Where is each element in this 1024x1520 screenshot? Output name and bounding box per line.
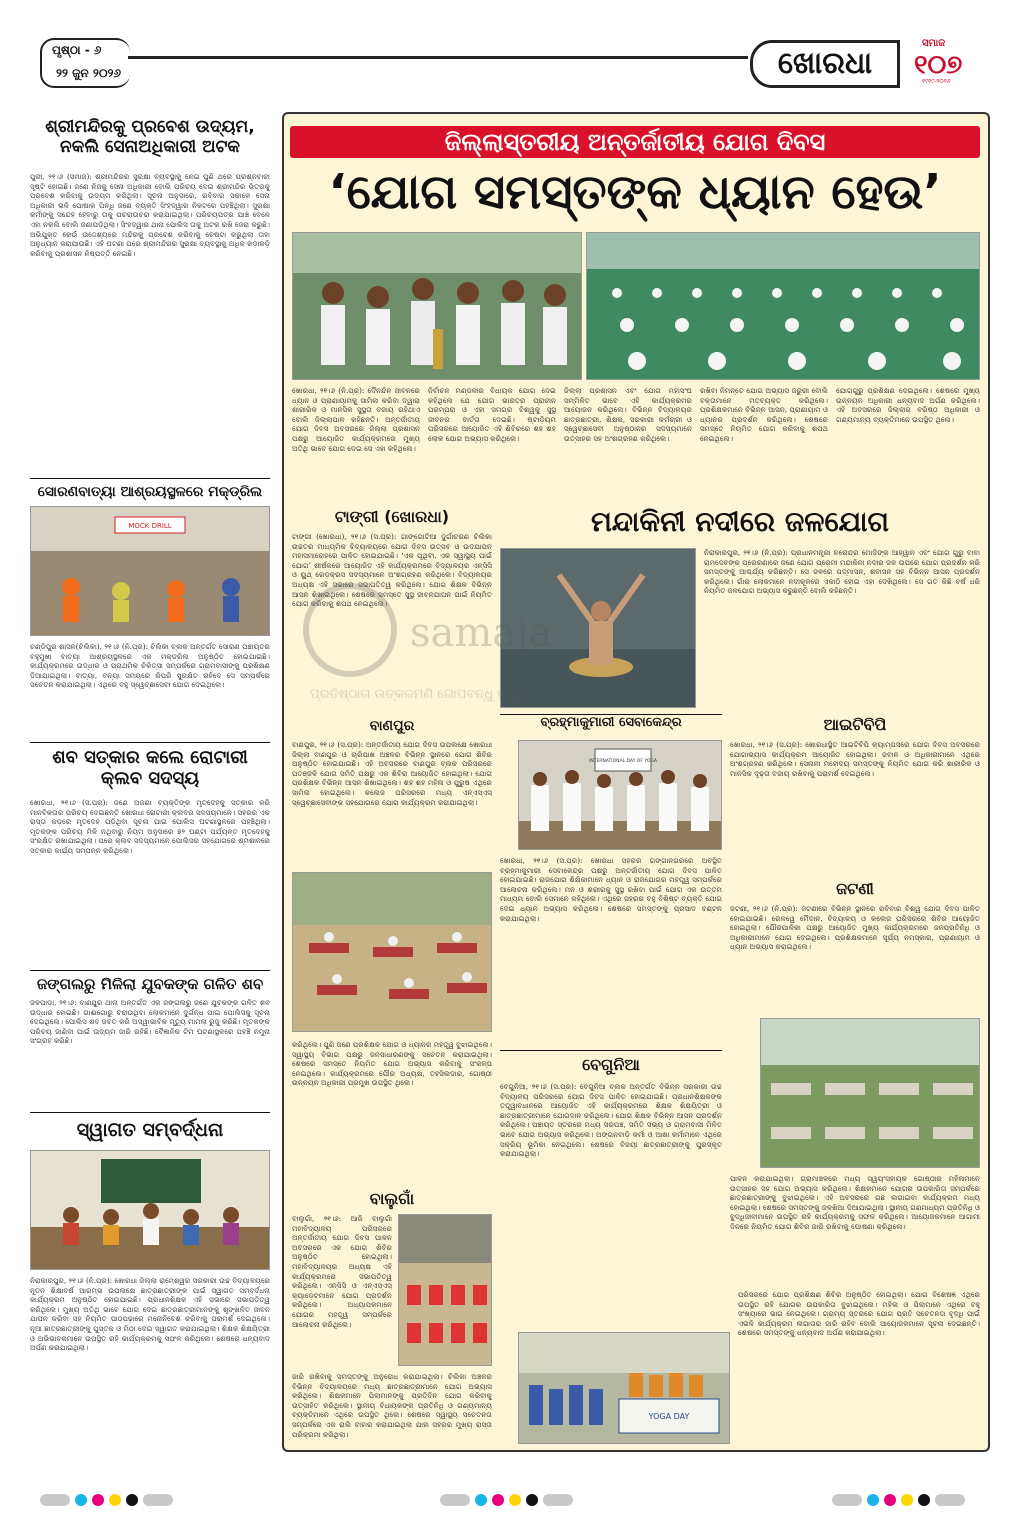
brahmakumari-banner-text: INTERNATIONAL DAY OF YOGA xyxy=(589,759,657,764)
watermark-subtext: ପ୍ରତିଷ୍ଠାତା ଉତ୍କଳମଣି ଗୋପବନ୍ଧୁ ଦାସ xyxy=(310,687,518,702)
yellow-dot xyxy=(109,1494,121,1506)
brand-years: ୧୯୧୯-୨୦୨୬ xyxy=(922,78,951,85)
itbp-headline: ଆଇଟିବିପି xyxy=(823,715,887,734)
mass-yoga-image xyxy=(587,233,980,380)
banapur-body-2: କରିଥିଲେ। ପୁଣି ଜଣେ ପ୍ରଶିକ୍ଷକ ଯୋଗ ଓ ଧ୍ୟାନର ମହତ୍ତ୍ୱ ବୁଝାଇଥିଲେ। ସ୍ୱାସ୍ଥ୍ୟ ବିଭାଗ ପକ୍ଷରୁ ଜନସାଧାରଣଙ୍କୁ ସଚେତନ କରାଯାଇଥିଲା। ଶେଷରେ ସମସ୍ତେ ନିୟମିତ ଯୋଗ ଅଭ୍ୟାସ କରିବାକୁ ସଂକଳ୍ପ ନେଇଥିଲେ। କାର୍ଯ୍ୟକ୍ରମରେ ପୌର ଅଧ୍ୟକ୍ଷ, ତହସିଲଦାର, ଗୋଷ୍ଠୀ ଉନ୍ନୟନ ଅଧିକାରୀ ପ୍ରମୁଖ ଉପସ୍ଥିତ ଥିଲେ। xyxy=(292,1040,492,1088)
divider xyxy=(30,742,270,743)
balugaon-body-2: ଜାରି ରଖିବାକୁ ସମସ୍ତଙ୍କୁ ଅନୁରୋଧ କରାଯାଇଥିଲା। ଚିଲିକା ଅଞ୍ଚଳର ବିଭିନ୍ନ ବିଦ୍ୟାଳୟରେ ମଧ୍ୟ ଛାତ୍ରଛାତ୍ରୀମାନେ ଯୋଗ ଅଭ୍ୟାସ କରିଥିଲେ। ଶିକ୍ଷକମାନେ ପିଲାମାନଙ୍କୁ ପ୍ରତିଦିନ ଯୋଗ କରିବାକୁ ଉତ୍ସାହିତ କରିଥିଲେ। ସ୍ଥାନୀୟ ବିଧାୟକଙ୍କ ପ୍ରତିନିଧି ଓ ଗଣ୍ୟମାନ୍ୟ ବ୍ୟକ୍ତିମାନେ ଏଥିରେ ଉପସ୍ଥିତ ଥିଲେ। ଶେଷରେ ସ୍ୱାସ୍ଥ୍ୟ ସଚେତନତା ସମ୍ପର୍କରେ ଏକ ରାଲି ବାହାର କରାଯାଇଥିଲା ଯାହା ସହରର ମୁଖ୍ୟ ରାସ୍ତା ପରିକ୍ରମା କରିଥିଲା। xyxy=(292,1372,492,1439)
section-title: ଖୋରଧା xyxy=(750,40,900,88)
jatani-image xyxy=(761,1019,980,1168)
mock-drill-photo xyxy=(30,506,270,636)
print-marks-right xyxy=(832,1494,965,1508)
story1-body: ପୁରୀ, ୨୧।୬ (ସମାଜ): ଶ୍ରୀମନ୍ଦିରର ସୁରକ୍ଷା ବ୍ୟବସ୍ଥାକୁ ନେଇ ପୁଣି ଥରେ ପ୍ରଶ୍ନବାଚୀ ସୃଷ୍ଟି ହୋଇଛି। ଜଣେ ନିଜକୁ ସେନା ଅଧିକାରୀ ବୋଲି ପରିଚୟ ଦେଇ ଶ୍ରୀମନ୍ଦିର ଭିତରକୁ ପ୍ରବେଶ କରିବାକୁ ଉଦ୍ୟମ କରିଥିଲା। ସୂଚନା ଅନୁସାରେ, ରବିବାର ସକାଳେ ସେନା ଅଧିକାରୀ ଭଳି ପୋଷାକ ପିନ୍ଧି ଜଣେ ବ୍ୟକ୍ତି ସିଂହଦ୍ୱାର ନିକଟରେ ପହଞ୍ଚିଥିଲା। ସୁରକ୍ଷା କର୍ମୀଙ୍କୁ ସନ୍ଦେହ ହେବାରୁ ତାକୁ ପଚରାଉଚରା କରାଯାଇଥିଲା। ପରିଚୟପତ୍ର ଯାଞ୍ଚ ବେଳେ ଏହା ନକଲି ବୋଲି ଜଣାପଡ଼ିଥିଲା। ସିଂହଦ୍ୱାର ଥାନା ପୋଲିସ ତାକୁ ଅଟକ ରଖି ଜେରା କରୁଛି। ଅଭିଯୁକ୍ତ କେଉଁ ଉଦ୍ଦେଶ୍ୟରେ ମନ୍ଦିରକୁ ପ୍ରବେଶ କରିବାକୁ ଚେଷ୍ଟା କରୁଥିଲା ତାହା ଅନୁଧ୍ୟାନ କରାଯାଉଛି। ଏହି ଘଟଣା ପରେ ଶ୍ରୀମନ୍ଦିରର ସୁରକ୍ଷା ବ୍ୟବସ୍ଥାକୁ ଅଧିକ କଡ଼ାକଡ଼ି କରିବାକୁ ପ୍ରଶାସନ ନିଷ୍ପତ୍ତି ନେଇଛି। xyxy=(30,172,270,258)
lead-col-4: ରଖିବା ନିମନ୍ତେ ଯୋଗ ଅଭ୍ୟାସ ଜରୁରୀ ବୋଲି ବକ୍ତାମାନେ ମତବ୍ୟକ୍ତ କରିଥିଲେ। ପ୍ରଶିକ୍ଷକମାନେ ବିଭିନ୍ନ ଆସନ, ପ୍ରାଣାୟାମ ଓ ଧ୍ୟାନର ପ୍ରଦର୍ଶନ କରିଥିଲେ। ଶେଷରେ ସମସ୍ତେ ନିୟମିତ ଯୋଗ କରିବାକୁ ଶପଥ ନେଇଥିଲେ। xyxy=(700,386,828,443)
print-pill xyxy=(440,1494,470,1506)
lead-col-3: ଜିଲ୍ଲା ପ୍ରଶାସନ ଏବଂ ଯୋଗ ମହାସଂଘ ସମ୍ମିଳିତ ଭାବେ ଏହି କାର୍ଯ୍ୟକ୍ରମର ଆୟୋଜନ କରିଥିଲେ। ବିଭିନ୍ନ ବିଦ୍ୟାଳୟର ଛାତ୍ରଛାତ୍ରୀ, ଶିକ୍ଷକ, ସରକାରୀ କର୍ମଚାରୀ ଓ ସ୍ୱେଚ୍ଛାସେବୀ ଅନୁଷ୍ଠାନର ସଦସ୍ୟମାନେ ଉତ୍ସାହର ସହ ଅଂଶଗ୍ରହଣ କରିଥିଲେ। xyxy=(564,386,692,443)
divider xyxy=(500,1050,722,1051)
begunia-headline: ବେଗୁନିଆ xyxy=(582,1055,640,1074)
print-marks-left xyxy=(40,1494,173,1508)
print-pill xyxy=(40,1494,70,1506)
print-pill xyxy=(143,1494,173,1506)
lamp-lighting-image xyxy=(293,233,582,380)
magenta-dot xyxy=(884,1494,896,1506)
begunia-body: ବେଗୁନିଆ, ୨୧।୬ (ସ.ପ୍ର): ବେଗୁନିଆ ବ୍ଲକ ଅନ୍ତର୍ଗତ ବିଭିନ୍ନ ସରକାରୀ ଉଚ୍ଚ ବିଦ୍ୟାଳୟ ପରିସରରେ ଯୋଗ ଦିବସ ପାଳିତ ହୋଇଯାଇଛି। ପ୍ରଧାନଶିକ୍ଷକଙ୍କ ତତ୍ତ୍ୱାବଧାନରେ ଆୟୋଜିତ ଏହି କାର୍ଯ୍ୟକ୍ରମରେ ଶିକ୍ଷକ ଶିକ୍ଷୟିତ୍ରୀ ଓ ଛାତ୍ରଛାତ୍ରୀମାନେ ଯୋଗଦାନ କରିଥିଲେ। ଯୋଗ ଶିକ୍ଷକ ବିଭିନ୍ନ ଆସନ ପ୍ରଦର୍ଶନ କରିଥିଲେ। ପଞ୍ଚାୟତ ସ୍ତରରେ ମଧ୍ୟ ସରପଞ୍ଚ, ସମିତି ସଭ୍ୟ ଓ ଗ୍ରାମବାସୀ ମିଳିତ ଭାବେ ଯୋଗ ଅଭ୍ୟାସ କରିଥିଲେ। ଅଙ୍ଗନବାଡ଼ି କର୍ମୀ ଓ ଆଶା କର୍ମୀମାନେ ଏଥିରେ ସକ୍ରିୟ ଭୂମିକା ନେଇଥିଲେ। ଶେଷରେ ବିଜୟୀ ଛାତ୍ରଛାତ୍ରୀଙ୍କୁ ପୁରସ୍କୃତ କରାଯାଇଥିଲା। xyxy=(500,1082,722,1159)
feature-title: ‘ଯୋଗ ସମସ୍ତଙ୍କ ଧ୍ୟାନ ହେଉ’ xyxy=(328,164,942,220)
jatani-headline: ଜଟଣୀ xyxy=(836,879,874,898)
brahmakumari-photo xyxy=(518,740,722,850)
lead-col-2: ନିର୍ବାଚନ ମଣ୍ଡଳୀର ବିଧାୟକ ଯୋଗ ଦେଇ କହିଥିଲେ ଯେ ଯୋଗ ଭାରତର ପ୍ରାଚୀନ ପରମ୍ପରା ଓ ଏହା ସମଗ୍ର ବିଶ୍ୱକୁ ସୁସ୍ଥ ଜୀବନର ବାର୍ତ୍ତା ଦେଇଛି। ଷ୍ଟାଡ଼ିୟମ ପରିସରରେ ଆୟୋଜିତ ଏହି ଶିବିରରେ ଶହ ଶହ ଲୋକ ଯୋଗ ଅଭ୍ୟାସ କରିଥିଲେ। xyxy=(428,386,556,443)
jatani-photo xyxy=(760,1018,980,1168)
print-marks-center xyxy=(440,1494,573,1508)
brahmakumari-headline: ବ୍ରହ୍ମାକୁମାରୀ ସେବାକେନ୍ଦ୍ର xyxy=(540,715,682,730)
story2-headline: ସୋରଣବାତ୍ୟା ଆଶ୍ରୟସ୍ଥଳରେ ମକ୍‌ଡ୍ରିଲ xyxy=(37,484,263,500)
story5-body: ନିରାକାରପୁର, ୨୧।୬ (ନି.ପ୍ର): ଖୋରଧା ଜିଲ୍ଲା ରାମେଶ୍ୱର ସରକାରୀ ଉଚ୍ଚ ବିଦ୍ୟାଳୟରେ ନୂତନ ଶିକ୍ଷାବର୍ଷ ଆରମ୍ଭ ଉପଲକ୍ଷେ ଛାତ୍ରଛାତ୍ରୀଙ୍କ ପାଇଁ ସ୍ୱାଗତ ସମ୍ବର୍ଦ୍ଧନା କାର୍ଯ୍ୟକ୍ରମ ଅନୁଷ୍ଠିତ ହୋଇଯାଇଛି। ପ୍ରଧାନଶିକ୍ଷକ ଏହି ସଭାରେ ସଭାପତିତ୍ୱ କରିଥିଲେ। ମୁଖ୍ୟ ଅତିଥି ଭାବେ ଯୋଗ ଦେଇ ଛାତ୍ରଛାତ୍ରୀମାନଙ୍କୁ ଶୃଙ୍ଖଳିତ ଜୀବନ ଯାପନ କରିବା ସହ ନିୟମିତ ପାଠପଢ଼ାରେ ମନୋନିବେଶ କରିବାକୁ ପରାମର୍ଶ ଦେଇଥିଲେ। ନୂଆ ଛାତ୍ରଛାତ୍ରୀଙ୍କୁ ପୁସ୍ତକ ଓ ମିଠା ଦେଇ ସ୍ୱାଗତ କରାଯାଇଥିଲା। ଶିକ୍ଷକ ଶିକ୍ଷୟିତ୍ରୀ ଓ ଅଭିଭାବକମାନେ ଉପସ୍ଥିତ ରହି କାର୍ଯ୍ୟକ୍ରମକୁ ସଫଳ କରିଥିଲେ। ଶେଷରେ ଧନ୍ୟବାଦ ଅର୍ପଣ କରାଯାଇଥିଲା। xyxy=(30,1276,270,1353)
brahmakumari-body: ଖୋରଧା, ୨୧।୬ (ସ.ପ୍ର): ଖୋରଧା ସହରର ଗଙ୍ଗାନଗରରେ ଅବସ୍ଥିତ ବ୍ରହ୍ମାକୁମାରୀ ସେବାକେନ୍ଦ୍ର ପକ୍ଷରୁ ଅନ୍ତର୍ଜାତୀୟ ଯୋଗ ଦିବସ ପାଳିତ ହୋଇଯାଇଛି। ରାଜଯୋଗ ଶିକ୍ଷିକାମାନେ ଧ୍ୟାନ ଓ ରାଜଯୋଗର ମହତ୍ତ୍ୱ ସମ୍ପର୍କରେ ଆଲୋଚନା କରିଥିଲେ। ମନ ଓ ଶରୀରକୁ ସୁସ୍ଥ ରଖିବା ପାଇଁ ଯୋଗ ଏକ ଉତ୍ତମ ମାଧ୍ୟମ ବୋଲି ସେମାନେ କହିଥିଲେ। ଏଥିରେ ସହରର ବହୁ ବିଶିଷ୍ଟ ବ୍ୟକ୍ତି ଯୋଗ ଦେଇ ଧ୍ୟାନ ଅଭ୍ୟାସ କରିଥିଲେ। ଶେଷରେ ସମସ୍ତଙ୍କୁ ପ୍ରସାଦ ବଣ୍ଟନ କରାଯାଇଥିଲା। xyxy=(500,856,722,923)
begunia-body-2: ପରିସରରେ ଯୋଗ ପ୍ରଶିକ୍ଷଣ ଶିବିର ଅନୁଷ୍ଠିତ ହୋଇଥିଲା। ଯୋଗ ବିଶେଷଜ୍ଞ ଏଥିରେ ଉପସ୍ଥିତ ରହି ଯୋଗର ଉପକାରିତା ବୁଝାଇଥିଲେ। ମହିଳା ଓ ପିଲାମାନେ ଏଥିରେ ବହୁ ସଂଖ୍ୟାରେ ଭାଗ ନେଇଥିଲେ। ଗ୍ରାମ୍ୟ ସ୍ତରରେ ଯୋଗ ପ୍ରତି ସଚେତନତା ବୃଦ୍ଧି ପାଇଁ ଏଭଳି କାର୍ଯ୍ୟକ୍ରମ ଲଗାତାର ଜାରି ରହିବ ବୋଲି ଆୟୋଜକମାନେ ସୂଚନା ଦେଇଛନ୍ତି। ଶେଷରେ ସମସ୍ତଙ୍କୁ ଧନ୍ୟବାଦ ଅର୍ପଣ କରାଯାଇଥିଲା। xyxy=(738,1290,980,1338)
page-tag xyxy=(40,38,130,88)
cyan-dot xyxy=(75,1494,87,1506)
jatani-body-2: ପାଳନ କରାଯାଇଥିଲା। ଗ୍ରାମାଞ୍ଚଳରେ ମଧ୍ୟ ସ୍ୱୟଂସହାୟକ ଗୋଷ୍ଠୀର ମହିଳାମାନେ ଉତ୍ସାହର ସହ ଯୋଗ ଅଭ୍ୟାସ କରିଥିଲେ। ଶିକ୍ଷକମାନେ ଯୋଗର ଉପକାରିତା ସମ୍ପର୍କରେ ଛାତ୍ରଛାତ୍ରୀଙ୍କୁ ବୁଝାଇଥିଲେ। ଏହି ଅବସରରେ ଗଛ ଲଗାଇବା କାର୍ଯ୍ୟକ୍ରମ ମଧ୍ୟ ହୋଇଥିଲା। ଶେଷରେ ସମସ୍ତଙ୍କୁ ଜଳଖିଆ ଦିଆଯାଇଥିଲା। ସ୍ଥାନୀୟ ଗଣମାଧ୍ୟମ ପ୍ରତିନିଧି ଓ ବୁଦ୍ଧିଜୀବୀମାନେ ଉପସ୍ଥିତ ରହି କାର୍ଯ୍ୟକ୍ରମକୁ ସଫଳ କରିଥିଲେ। ଆୟୋଜକମାନେ ଆଗାମୀ ଦିନରେ ନିୟମିତ ଯୋଗ ଶିବିର ଜାରି ରଖିବାକୁ ଘୋଷଣା କରିଥିଲେ। xyxy=(730,1174,980,1231)
mandakini-body: ନିରାକାରପୁର, ୨୧।୬ (ନି.ପ୍ର): ପ୍ରଧାନମନ୍ତ୍ରୀ ନରେନ୍ଦ୍ର ମୋଦିଙ୍କ ଆହ୍ୱାନ ଏବଂ ଯୋଗ ଗୁରୁ ବାବା ରାମଦେବଙ୍କ ପ୍ରେରଣାରେ ଜଣେ ଯୋଗ ପ୍ରେମୀ ମନ୍ଦାକିନୀ ନଦୀର ଜଳ ଉପରେ ଯୋଗ ପ୍ରଦର୍ଶନ କରି ସମସ୍ତଙ୍କୁ ଆଶ୍ଚର୍ଯ୍ୟ କରିଛନ୍ତି। ସେ ଜଳରେ ପଦ୍ମାସନ, ଶବାସନ ସହ ବିଭିନ୍ନ ଆସନ ପ୍ରଦର୍ଶନ କରିଥିଲେ। ଗାଁର ଲୋକମାନେ ନଦୀକୂଳରେ ଏକାଠି ହୋଇ ଏହା ଦେଖିଥିଲେ। ସେ ଗତ କିଛି ବର୍ଷ ଧରି ନିୟମିତ ଜଳଯୋଗ ଅଭ୍ୟାସ କରୁଛନ୍ତି ବୋଲି କହିଛନ୍ତି। xyxy=(704,548,980,596)
feature-banner: ଜିଲ୍ଲାସ୍ତରୀୟ ଅନ୍ତର୍ଜାତୀୟ ଯୋଗ ଦିବସ xyxy=(290,126,980,158)
yellow-dot xyxy=(901,1494,913,1506)
story3-body: ଖୋରଧା, ୨୧।୬ (ସ.ପ୍ର): ଜଣେ ଅଜଣା ବ୍ୟକ୍ତିଙ୍କ ମୃତଦେହକୁ ସତ୍କାର କରି ମାନବିକତାର ପରିଚୟ ଦେଇଛନ୍ତି ଖୋରଧା ରୋଟାରୀ କ୍ଲବର ସଦସ୍ୟମାନେ। ସହରର ଏକ ରାସ୍ତା କଡ଼ରେ ମୃତଦେହ ପଡ଼ିଥିବା ସୂଚନା ପାଇ ପୋଲିସ ଘଟଣାସ୍ଥଳରେ ପହଞ୍ଚିଥିଲା। ମୃତକଙ୍କ ପରିଚୟ ମିଳି ନଥିବାରୁ ନିୟମ ଅନୁସାରେ ୭୨ ଘଣ୍ଟା ପର୍ଯ୍ୟନ୍ତ ମୃତଦେହକୁ ସଂରକ୍ଷିତ ରଖାଯାଇଥିଲା। ପରେ କ୍ଲବ ସଦସ୍ୟମାନେ ପୋଲିସର ସହଯୋଗରେ ଶ୍ମଶାନରେ ସତ୍କାର କାର୍ଯ୍ୟ ସମ୍ପନ୍ନ କରିଥିଲେ। xyxy=(30,798,270,855)
black-dot xyxy=(526,1494,538,1506)
brahmakumari-image xyxy=(519,741,722,850)
story5-headline: ସ୍ୱାଗତ ସମ୍ବର୍ଦ୍ଧନା xyxy=(76,1119,224,1141)
balugaon-banner-text: YOGA DAY xyxy=(648,1412,690,1421)
cyan-dot xyxy=(475,1494,487,1506)
lead-col-1: ଖୋରଧା, ୨୧।୬ (ନି.ପ୍ର): ଦୈନନ୍ଦିନ ଜୀବନରେ ଧ୍ୟାନ ଓ ପ୍ରାଣାୟାମକୁ ସାମିଲ କରିବା ଦ୍ୱାରା ଶାରୀରିକ ଓ ମାନସିକ ସୁସ୍ଥତା ବଜାୟ ରହିଥାଏ ବୋଲି ଜିଲ୍ଲାପାଳ କହିଛନ୍ତି। ଅନ୍ତର୍ଜାତୀୟ ଯୋଗ ଦିବସ ଅବସରରେ ଜିଲ୍ଲା ପ୍ରଶାସନ ପକ୍ଷରୁ ଆୟୋଜିତ କାର୍ଯ୍ୟକ୍ରମରେ ମୁଖ୍ୟ ଅତିଥି ଭାବେ ଯୋଗ ଦେଇ ସେ ଏହା କହିଥିଲେ। xyxy=(292,386,420,453)
brand-name: ସମାଜ xyxy=(922,38,946,49)
mock-drill-image xyxy=(31,507,270,636)
header-rule xyxy=(128,56,748,59)
story4-body: ଜଳପାଡ଼ା, ୨୧।୬: ବାଣପୁର ଥାନା ଅନ୍ତର୍ଗତ ଏକ ଜଙ୍ଗଲରୁ ଜଣେ ଯୁବକଙ୍କ ଗଳିତ ଶବ ଉଦ୍ଧାର ହୋଇଛି। ଗାଈଗୋରୁ ଚରାଉଥିବା ଲୋକମାନେ ଦୁର୍ଗନ୍ଧ ପାଇ ପୋଲିସକୁ ସୂଚନା ଦେଇଥିଲେ। ପୋଲିସ ଶବ ଜବତ କରି ଅସ୍ୱାଭାବିକ ମୃତ୍ୟୁ ମାମଲା ରୁଜୁ କରିଛି। ମୃତକଙ୍କ ପରିଚୟ ଜାଣିବା ପାଇଁ ଉଦ୍ୟମ ଜାରି ରହିଛି। ବୈଜ୍ଞାନିକ ଟିମ ଘଟଣାସ୍ଥଳରେ ପହଞ୍ଚି ନମୁନା ସଂଗ୍ରହ କରିଛି। xyxy=(30,998,270,1046)
page-date: ୨୨ ଜୁନ ୨୦୨୬ xyxy=(56,66,122,80)
tangi-headline: ଟାଙ୍ଗୀ (ଖୋରଧା) xyxy=(334,507,450,526)
yellow-dot xyxy=(509,1494,521,1506)
print-pill xyxy=(832,1494,862,1506)
brand-logo xyxy=(904,38,990,90)
divider xyxy=(30,478,270,479)
welcome-image xyxy=(31,1151,270,1270)
story4-headline: ଜଙ୍ଗଲରୁ ମିଳିଲା ଯୁବକଙ୍କ ଗଳିତ ଶବ xyxy=(36,975,264,993)
balugaon-photo xyxy=(398,1214,492,1366)
black-dot xyxy=(918,1494,930,1506)
cyan-dot xyxy=(867,1494,879,1506)
students-banner-image xyxy=(519,1333,730,1444)
students-banner-photo xyxy=(518,1332,730,1444)
welcome-photo xyxy=(30,1150,270,1270)
lamp-lighting-photo xyxy=(292,232,582,380)
print-pill xyxy=(543,1494,573,1506)
watermark-text: samaja xyxy=(410,610,553,656)
mandakini-headline: ମନ୍ଦାକିନୀ ନଦୀରେ ଜଳଯୋଗ xyxy=(590,505,890,538)
brand-number: ୧୦୭ xyxy=(914,50,963,80)
divider xyxy=(30,1112,270,1113)
tangi-body: ଟାଙ୍ଗୀ (ଖୋରଧା), ୨୧।୬ (ସ.ପ୍ର): ଗାଙ୍ଗୋଟିଆ ଦୁର୍ଗାଚରଣ ଚିଲିକା ଉଚ୍ଚତର ମାଧ୍ୟମିକ ବିଦ୍ୟାଳୟରେ ଯୋଗ ଦିବସ ଉତ୍ସବ ଓ ଉଦଯାପନ ମହାସମାରୋହରେ ପାଳିତ ହୋଇଯାଇଛି। ‘ଏକ ପୃଥିବୀ, ଏକ ସ୍ୱାସ୍ଥ୍ୟ ପାଇଁ ଯୋଗ’ ଶୀର୍ଷକରେ ଆୟୋଜିତ ଏହି କାର୍ଯ୍ୟକ୍ରମରେ ବିଦ୍ୟାଳୟର ଏନ୍‌ସିସି ଓ ୟୁଥ୍ ରେଡ଼କ୍ରସ ସଦସ୍ୟମାନେ ଅଂଶଗ୍ରହଣ କରିଥିଲେ। ବିଦ୍ୟାଳୟର ଅଧ୍ୟକ୍ଷ ଏହି ସଭାରେ ସଭାପତିତ୍ୱ କରିଥିଲେ। ଯୋଗ ଶିକ୍ଷକ ବିଭିନ୍ନ ଆସନ ଶିଖାଇଥିଲେ। ଶେଷରେ ସମସ୍ତେ ସୁସ୍ଥ ଜୀବନଯାପନ ପାଇଁ ନିୟମିତ ଯୋଗ କରିବାକୁ ଶପଥ ନେଇଥିଲେ। xyxy=(292,532,492,609)
balugaon-body: ବାଲୁଗାଁ, ୨୧।୬: ଆଜି ବାଲୁଗାଁ ମହାବିଦ୍ୟାଳୟ ପରିସରରେ ଅନ୍ତର୍ଜାତୀୟ ଯୋଗ ଦିବସ ପାଳନ ଅବସରରେ ଏକ ଯୋଗ ଶିବିର ଅନୁଷ୍ଠିତ ହୋଇଥିଲା। ମହାବିଦ୍ୟାଳୟର ଅଧ୍ୟକ୍ଷ ଏହି କାର୍ଯ୍ୟକ୍ରମରେ ସଭାପତିତ୍ୱ କରିଥିଲେ। ଏନ୍‌ସିସି ଓ ଏନ୍‌ଏସ୍‌ଏସ୍ କ୍ୟାଡ଼େଟମାନେ ଯୋଗ ପ୍ରଦର୍ଶନ କରିଥିଲେ। ଅଧ୍ୟାପକମାନେ ଯୋଗର ମହତ୍ତ୍ୱ ସମ୍ପର୍କରେ ଆଲୋଚନା କରିଥିଲେ। xyxy=(292,1214,392,1329)
magenta-dot xyxy=(492,1494,504,1506)
jatani-body: ଜଟଣୀ, ୨୧।୬ (ନି.ପ୍ର): ଜଟଣୀରେ ବିଭିନ୍ନ ସ୍ଥାନରେ ରବିବାର ବିଶ୍ୱ ଯୋଗ ଦିବସ ପାଳିତ ହୋଇଯାଇଛି। ରେଳୱେ ମୈଦାନ, ବିଦ୍ୟାଳୟ ଓ କଲେଜ ପରିସରରେ ଶିବିର ଆୟୋଜିତ ହୋଇଥିଲା। ପୌରପାଳିକା ପକ୍ଷରୁ ଆୟୋଜିତ ମୁଖ୍ୟ କାର୍ଯ୍ୟକ୍ରମରେ ଜନପ୍ରତିନିଧି ଓ ଅଧିକାରୀମାନେ ଯୋଗ ଦେଇଥିଲେ। ପ୍ରଶିକ୍ଷକମାନେ ସୂର୍ଯ୍ୟ ନମସ୍କାର, ପ୍ରାଣାୟାମ ଓ ଧ୍ୟାନ ଅଭ୍ୟାସ କରାଇଥିଲେ। xyxy=(730,904,980,952)
story2-body: ଚଣ୍ଡିପୁର ଶାସନ(ଚିଲିକା), ୨୧।୬ (ନି.ପ୍ର): ଚିଲିକା ବ୍ଲକ ଅନ୍ତର୍ଗତ ସୋରଣ ପଞ୍ଚାୟତର ବହୁମୁଖୀ ବାତ୍ୟା ଆଶ୍ରୟସ୍ଥଳରେ ଏକ ମକ୍‌ଡ୍ରିଲ ଅନୁଷ୍ଠିତ ହୋଇଯାଇଛି। କାର୍ଯ୍ୟକ୍ରମରେ ଉଦ୍ଧାର ଓ ପ୍ରାଥମିକ ଚିକିତ୍ସା ସମ୍ପର୍କରେ ଗ୍ରାମବାସୀଙ୍କୁ ପ୍ରଶିକ୍ଷଣ ଦିଆଯାଇଥିଲା। ବାତ୍ୟା, ବନ୍ୟା ସମୟରେ କିପରି ସୁରକ୍ଷିତ ରହିବେ ସେ ସମ୍ପର୍କରେ ସଚେତନ କରାଯାଇଥିଲା। ଏଥିରେ ବହୁ ସ୍ୱେଚ୍ଛାସେବୀ ଯୋଗ ଦେଇଥିଲେ। xyxy=(30,642,270,690)
banapur-headline: ବାଣପୁର xyxy=(369,718,415,734)
mass-yoga-photo xyxy=(586,232,980,380)
story3-headline: ଶବ ସତ୍କାର କଲେ ରୋଟାରୀ କ୍ଲବ ସଦସ୍ୟ xyxy=(52,747,248,789)
story1-headline: ଶ୍ରୀମନ୍ଦିରକୁ ପ୍ରବେଶ ଉଦ୍ୟମ, ନକଲି ସେନାଅଧିକାରୀ ଅଟକ xyxy=(45,117,255,157)
lead-col-5: ଯୋଗଗୁରୁ ପ୍ରଶିକ୍ଷଣ ଦେଇଥିଲେ। ଶେଷରେ ମୁଖ୍ୟ ଉନ୍ନୟନ ଅଧିକାରୀ ଧନ୍ୟବାଦ ଅର୍ପଣ କରିଥିଲେ। ଏହି ଅବସରରେ ଜିଲ୍ଲାର ବରିଷ୍ଠ ଅଧିକାରୀ ଓ ଗଣ୍ୟମାନ୍ୟ ବ୍ୟକ୍ତିମାନେ ଉପସ୍ଥିତ ଥିଲେ। xyxy=(836,386,980,424)
balugaon-image xyxy=(399,1215,492,1366)
divider xyxy=(30,970,270,971)
itbp-body: ଖୋରଧା, ୨୧।୬ (ସ.ପ୍ର): ଖୋରଧାସ୍ଥିତ ଆଇଟିବିପି କ୍ୟାମ୍ପସରେ ଯୋଗ ଦିବସ ଅବସରରେ ଯୋଗାଭ୍ୟାସ କାର୍ଯ୍ୟକ୍ରମ ଆୟୋଜିତ ହୋଇଥିଲା। ଜବାନ ଓ ଅଧିକାରୀମାନେ ଏଥିରେ ଅଂଶଗ୍ରହଣ କରିଥିଲେ। ସେନାନୀ ମହୋଦୟ ସମସ୍ତଙ୍କୁ ନିୟମିତ ଯୋଗ କରି ଶାରୀରିକ ଓ ମାନସିକ ଦୃଢ଼ତା ବଜାୟ ରଖିବାକୁ ପରାମର୍ଶ ଦେଇଥିଲେ। xyxy=(730,740,980,778)
banapur-image xyxy=(293,873,492,1032)
banapur-photo xyxy=(292,872,492,1032)
page-number: ପୃଷ୍ଠା - ୬ xyxy=(52,43,102,57)
magenta-dot xyxy=(92,1494,104,1506)
drill-banner-text: MOCK DRILL xyxy=(128,522,172,530)
black-dot xyxy=(126,1494,138,1506)
samaja-watermark xyxy=(290,570,590,710)
balugaon-headline: ବାଲୁଗାଁ xyxy=(369,1189,415,1208)
print-pill xyxy=(935,1494,965,1506)
banapur-body: ବାଣପୁର, ୨୧।୬ (ସ.ପ୍ର): ଅନ୍ତର୍ଜାତୀୟ ଯୋଗ ଦିବସ ଉପଲକ୍ଷେ ଖୋରଧା ଜିଲ୍ଲା ବାଣପୁର ଓ ଚାରିପାଖ ଅଞ୍ଚଳର ବିଭିନ୍ନ ସ୍ଥାନରେ ଯୋଗ ଶିବିର ଅନୁଷ୍ଠିତ ହୋଇଯାଇଛି। ଏହି ଅବସରରେ ବାଣପୁର ବ୍ଲକ ପରିସରରେ ପତଞ୍ଜଳି ଯୋଗ ସମିତି ପକ୍ଷରୁ ଏକ ଶିବିର ଆୟୋଜିତ ହୋଇଥିଲା। ଯୋଗ ପ୍ରଶିକ୍ଷକ ବିଭିନ୍ନ ଆସନ ଶିଖାଇଥିଲେ। ଶହ ଶହ ମହିଳା ଓ ପୁରୁଷ ଏଥିରେ ସାମିଲ ହୋଇଥିଲେ। କଲେଜ ପରିସରରେ ମଧ୍ୟ ଏନ୍‌ଏସ୍‌ଏସ୍ ସ୍ୱେଚ୍ଛାସେବୀଙ୍କ ସହଯୋଗରେ ଯୋଗ କାର୍ଯ୍ୟକ୍ରମ କରାଯାଇଥିଲା। xyxy=(292,740,492,807)
